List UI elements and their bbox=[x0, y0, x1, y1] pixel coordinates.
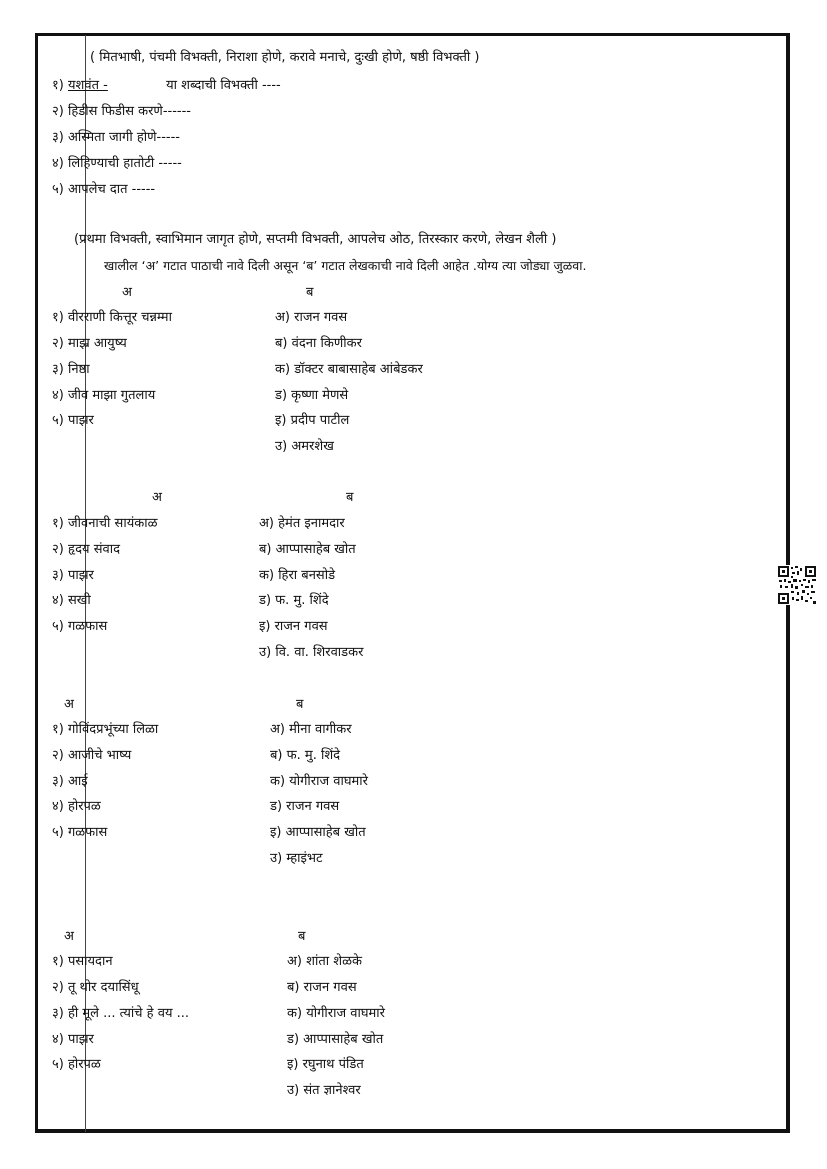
m3-head-b: ब bbox=[296, 697, 304, 712]
m3-a-2: २) आजीचे भाष्य bbox=[52, 748, 132, 763]
m1-a-3: ३) निष्ठा bbox=[52, 362, 90, 377]
m4-head-b: ब bbox=[298, 929, 306, 944]
m2-b-5: इ) राजन गवस bbox=[259, 619, 328, 634]
m2-a-3: ३) पाझर bbox=[52, 568, 94, 583]
m3-b-3: क) योगीराज वाघमारे bbox=[270, 774, 368, 789]
m3-a-4: ४) होरपळ bbox=[52, 799, 101, 814]
s1-item-1-rest: या शब्दाची विभक्ती ---- bbox=[166, 78, 281, 93]
m3-a-3: ३) आई bbox=[52, 774, 88, 789]
m1-b-5: इ) प्रदीप पाटील bbox=[275, 413, 350, 428]
m2-a-5: ५) गळफास bbox=[52, 619, 108, 634]
s1-item-2-text: हिडीस फिडीस करणे------ bbox=[67, 104, 191, 119]
m3-b-2: ब) फ. मु. शिंदे bbox=[270, 748, 341, 763]
m3-a-1: १) गोविंदप्रभूंच्या लिळा bbox=[52, 722, 159, 737]
m3-b-1: अ) मीना वागीकर bbox=[270, 722, 352, 737]
m3-head-a: अ bbox=[64, 697, 74, 712]
m4-a-4: ४) पाझर bbox=[52, 1032, 94, 1047]
m2-b-1: अ) हेमंत इनामदार bbox=[259, 516, 345, 531]
m4-b-5: इ) रघुनाथ पंडित bbox=[287, 1057, 364, 1072]
m1-head-b: ब bbox=[306, 285, 314, 300]
m3-b-4: ड) राजन गवस bbox=[270, 799, 340, 814]
m1-b-1: अ) राजन गवस bbox=[275, 310, 348, 325]
m3-a-5: ५) गळफास bbox=[52, 825, 108, 840]
s1-item-2-num: २) bbox=[52, 104, 64, 119]
s1-item-3-num: ३) bbox=[52, 130, 64, 145]
s1-item-4-text: लिहिण्याची हातोटी ----- bbox=[67, 156, 182, 171]
page-border bbox=[35, 33, 790, 1133]
section2-instruction: खालील ‘अ’ गटात पाठाची नावे दिली असून ‘ब’ गटात लेखकाची नावे दिली आहेत .योग्य त्या जोड्या जुळवा. bbox=[104, 258, 587, 273]
qr-code-icon bbox=[777, 565, 817, 605]
m1-a-5: ५) पाझर bbox=[52, 413, 94, 428]
m3-b-5: इ) आप्पासाहेब खोत bbox=[270, 825, 366, 840]
m3-b-6: उ) म्हाइंभट bbox=[270, 851, 323, 866]
m2-a-1: १) जीवनाची सायंकाळ bbox=[52, 516, 158, 531]
s1-item-3 bbox=[52, 130, 180, 146]
m2-head-a: अ bbox=[152, 490, 162, 505]
m1-b-3: क) डॉक्टर बाबासाहेब आंबेडकर bbox=[275, 362, 423, 377]
m4-b-2: ब) राजन गवस bbox=[287, 980, 357, 995]
s1-item-3-text: अस्मिता जागी होणे----- bbox=[67, 130, 180, 145]
m1-b-2: ब) वंदना किणीकर bbox=[275, 336, 362, 351]
m4-a-2: २) तू थोर दयासिंधू bbox=[52, 980, 139, 995]
m4-a-5: ५) होरपळ bbox=[52, 1057, 101, 1072]
s1-item-5-num: ५) bbox=[52, 182, 64, 197]
m4-b-3: क) योगीराज वाघमारे bbox=[287, 1006, 385, 1021]
m1-a-2: २) माझ्र आयुष्य bbox=[52, 336, 127, 351]
s1-item-1-word: यशवंत - bbox=[67, 78, 108, 93]
section2-options: (प्रथमा विभक्ती, स्वाभिमान जागृत होणे, सप्तमी विभक्ती, आपलेच ओठ, तिरस्कार करणे, लेखन शैली ) bbox=[74, 232, 557, 247]
m2-b-2: ब) आप्पासाहेब खोत bbox=[259, 542, 356, 557]
m4-a-1: १) पसायदान bbox=[52, 954, 113, 969]
m4-b-6: उ) संत ज्ञानेश्वर bbox=[287, 1083, 361, 1098]
section1-options: ( मितभाषी, पंचमी विभक्ती, निराशा होणे, करावे मनाचे, दुःखी होणे, षष्ठी विभक्ती ) bbox=[90, 50, 480, 65]
m2-b-6: उ) वि. वा. शिरवाडकर bbox=[259, 645, 364, 660]
m2-a-2: २) हृदय संवाद bbox=[52, 542, 120, 557]
s1-item-5 bbox=[52, 182, 155, 198]
m1-head-a: अ bbox=[122, 285, 132, 300]
m1-b-6: उ) अमरशेख bbox=[275, 439, 334, 454]
m4-head-a: अ bbox=[64, 929, 74, 944]
m4-b-4: ड) आप्पासाहेब खोत bbox=[287, 1032, 384, 1047]
m2-head-b: ब bbox=[346, 490, 354, 505]
s1-item-4-num: ४) bbox=[52, 156, 64, 171]
s1-item-2 bbox=[52, 104, 191, 120]
m1-a-1: १) वीरराणी कित्तूर चन्नम्मा bbox=[52, 310, 172, 325]
m2-b-3: क) हिरा बनसोडे bbox=[259, 568, 336, 583]
m2-a-4: ४) सखी bbox=[52, 593, 91, 608]
m4-b-1: अ) शांता शेळके bbox=[287, 954, 362, 969]
m4-a-3: ३) ही मूले ... त्यांचे हे वय ... bbox=[52, 1006, 190, 1021]
m1-b-4: ड) कृष्णा मेणसे bbox=[275, 388, 349, 403]
s1-item-1-num: १) bbox=[52, 78, 64, 93]
s1-item-1 bbox=[52, 78, 281, 94]
m1-a-4: ४) जीव माझा गुतलाय bbox=[52, 388, 156, 403]
s1-item-4 bbox=[52, 156, 182, 172]
s1-item-5-text: आपलेच दात ----- bbox=[67, 182, 156, 197]
m2-b-4: ड) फ. मु. शिंदे bbox=[259, 593, 329, 608]
